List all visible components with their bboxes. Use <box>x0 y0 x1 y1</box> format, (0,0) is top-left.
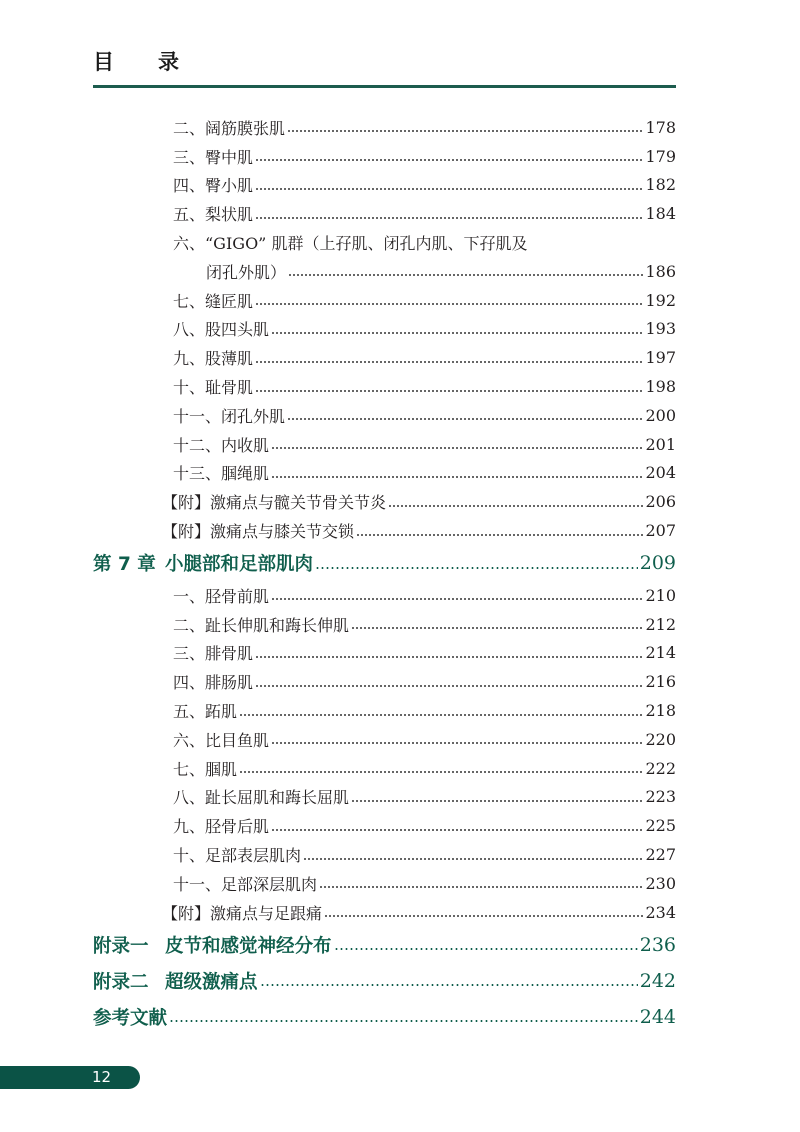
page-number: 12 <box>92 1068 112 1086</box>
toc-chapter-entry[interactable] <box>0 927 800 963</box>
entry-page-number: 216 <box>645 672 676 692</box>
toc-entry[interactable] <box>0 315 800 344</box>
entry-title: 三、腓骨肌 <box>173 644 254 664</box>
toc-entry[interactable] <box>0 610 800 639</box>
entry-title: 十一、闭孔外肌 <box>173 406 286 426</box>
entry-page-number: 192 <box>645 290 676 310</box>
chapter-number: 第 7 章 <box>93 553 156 575</box>
entry-page-number: 210 <box>645 585 676 605</box>
dot-leader <box>271 332 643 334</box>
entry-page-number: 186 <box>645 261 676 281</box>
entry-page-number: 223 <box>645 787 676 807</box>
chapter-number: 附录一 <box>93 935 149 957</box>
toc-entry[interactable] <box>0 142 800 171</box>
entry-page-number: 218 <box>645 701 676 721</box>
entry-title: 九、股薄肌 <box>173 349 254 369</box>
toc-entry[interactable] <box>0 898 800 927</box>
entry-title: 七、腘肌 <box>173 759 238 779</box>
entry-title: 十一、足部深层肌肉 <box>173 874 318 894</box>
entry-page-number: 182 <box>645 175 676 195</box>
dot-leader <box>303 858 643 860</box>
title-char: 目 <box>93 50 114 74</box>
dot-leader <box>324 915 643 917</box>
toc-entry[interactable] <box>0 401 800 430</box>
dot-leader <box>255 685 643 687</box>
dot-leader <box>255 303 643 305</box>
entry-title: 七、缝匠肌 <box>173 291 254 311</box>
entry-title: 十三、腘绳肌 <box>173 464 270 484</box>
entry-page-number: 212 <box>645 614 676 634</box>
entry-title: 【附】激痛点与足跟痛 <box>162 903 323 923</box>
toc-entry[interactable] <box>0 257 800 286</box>
entry-page-number: 234 <box>645 902 676 922</box>
toc-chapter-entry[interactable] <box>0 545 800 581</box>
entry-title: 【附】激痛点与髋关节骨关节炎 <box>162 493 387 513</box>
entry-page-number: 230 <box>645 873 676 893</box>
toc-entry[interactable] <box>0 696 800 725</box>
page-title <box>93 46 179 76</box>
entry-page-number: 236 <box>639 933 676 956</box>
entry-page-number: 193 <box>645 319 676 339</box>
dot-leader <box>315 567 638 569</box>
entry-title: 参考文献 <box>93 1007 168 1029</box>
entry-title: 超级激痛点 <box>165 971 258 993</box>
toc-chapter-entry[interactable] <box>0 963 800 999</box>
entry-page-number: 206 <box>645 492 676 512</box>
toc-entry[interactable] <box>0 811 800 840</box>
toc-entry[interactable] <box>0 639 800 668</box>
entry-title: 皮节和感觉神经分布 <box>165 935 332 957</box>
dot-leader <box>388 505 643 507</box>
entry-title: 三、臀中肌 <box>173 147 254 167</box>
entry-page-number: 179 <box>645 146 676 166</box>
dot-leader <box>255 361 643 363</box>
entry-title: 八、趾长屈肌和踇长屈肌 <box>173 788 350 808</box>
toc-entry[interactable] <box>0 286 800 315</box>
dot-leader <box>287 418 643 420</box>
entry-title: 二、趾长伸肌和踇长伸肌 <box>173 615 350 635</box>
toc-entry[interactable] <box>0 725 800 754</box>
entry-title: 十、耻骨肌 <box>173 378 254 398</box>
entry-page-number: 178 <box>645 117 676 137</box>
entry-title: 十二、内收肌 <box>173 435 270 455</box>
dot-leader <box>260 984 638 986</box>
entry-page-number: 200 <box>645 405 676 425</box>
entry-page-number: 209 <box>639 551 676 574</box>
entry-page-number: 220 <box>645 729 676 749</box>
dot-leader <box>239 771 643 773</box>
entry-page-number: 242 <box>639 969 676 992</box>
toc-entry[interactable] <box>0 372 800 401</box>
dot-leader <box>255 159 643 161</box>
dot-leader <box>271 829 643 831</box>
entry-page-number: 184 <box>645 204 676 224</box>
entry-title: 四、臀小肌 <box>173 176 254 196</box>
entry-title: 四、腓肠肌 <box>173 673 254 693</box>
dot-leader <box>356 534 643 536</box>
dot-leader <box>255 188 643 190</box>
entry-title: 五、跖肌 <box>173 702 238 722</box>
toc-entry[interactable] <box>0 869 800 898</box>
dot-leader <box>287 130 643 132</box>
entry-title: 一、胫骨前肌 <box>173 586 270 606</box>
entry-title: 五、梨状肌 <box>173 205 254 225</box>
entry-title: 【附】激痛点与膝关节交锁 <box>162 522 355 542</box>
title-char: 录 <box>158 50 179 74</box>
toc-entry[interactable] <box>0 840 800 869</box>
entry-page-number: 207 <box>645 521 676 541</box>
entry-title: 十、足部表层肌肉 <box>173 846 302 866</box>
entry-page-number: 244 <box>639 1005 676 1028</box>
entry-page-number: 201 <box>645 434 676 454</box>
entry-title: 闭孔外肌） <box>206 262 287 282</box>
dot-leader <box>255 390 643 392</box>
toc-entry[interactable] <box>0 783 800 812</box>
table-of-contents <box>0 113 800 1035</box>
entry-page-number: 222 <box>645 758 676 778</box>
entry-title: 八、股四头肌 <box>173 320 270 340</box>
dot-leader <box>255 656 643 658</box>
dot-leader <box>334 948 638 950</box>
toc-chapter-entry[interactable] <box>0 999 800 1035</box>
header-rule <box>93 85 676 88</box>
dot-leader <box>239 714 643 716</box>
chapter-number: 附录二 <box>93 971 149 993</box>
dot-leader <box>288 274 643 276</box>
entry-page-number: 227 <box>645 845 676 865</box>
entry-page-number: 197 <box>645 348 676 368</box>
page-number-tab <box>0 1066 140 1089</box>
dot-leader <box>271 742 643 744</box>
entry-title: 小腿部和足部肌肉 <box>165 553 314 575</box>
entry-page-number: 198 <box>645 377 676 397</box>
entry-title: 六、“GIGO” 肌群（上孖肌、闭孔内肌、下孖肌及 <box>173 234 528 254</box>
entry-page-number: 214 <box>645 643 676 663</box>
toc-entry[interactable] <box>0 516 800 545</box>
dot-leader <box>255 217 643 219</box>
toc-entry[interactable] <box>0 667 800 696</box>
dot-leader <box>271 447 643 449</box>
dot-leader <box>319 886 643 888</box>
dot-leader <box>351 627 643 629</box>
toc-entry[interactable] <box>0 487 800 516</box>
dot-leader <box>271 476 643 478</box>
toc-entry[interactable] <box>0 113 800 142</box>
entry-page-number: 225 <box>645 816 676 836</box>
toc-entry[interactable] <box>0 343 800 372</box>
toc-entry[interactable] <box>0 754 800 783</box>
dot-leader <box>169 1020 638 1022</box>
dot-leader <box>271 598 643 600</box>
toc-entry[interactable] <box>0 199 800 228</box>
toc-entry[interactable] <box>0 430 800 459</box>
toc-entry[interactable] <box>0 171 800 200</box>
toc-entry[interactable] <box>0 459 800 488</box>
dot-leader <box>351 800 643 802</box>
entry-page-number: 204 <box>645 463 676 483</box>
toc-entry[interactable] <box>0 228 800 257</box>
entry-title: 六、比目鱼肌 <box>173 730 270 750</box>
toc-entry[interactable] <box>0 581 800 610</box>
entry-title: 九、胫骨后肌 <box>173 817 270 837</box>
entry-title: 二、阔筋膜张肌 <box>173 118 286 138</box>
